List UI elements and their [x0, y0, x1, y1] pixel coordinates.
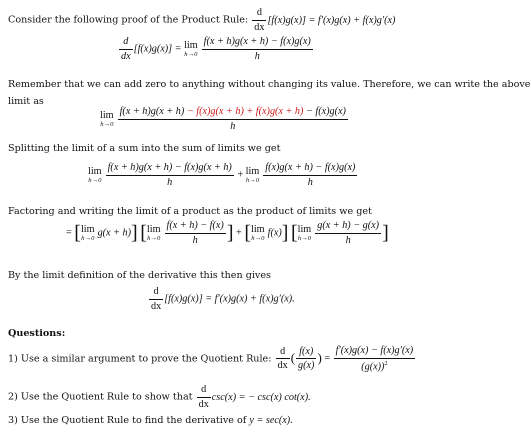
intro-text: Consider the following proof of the Product Rule:: [8, 14, 249, 26]
para-factor: Factoring and writing the limit of a product as the product of limits we get: [8, 206, 372, 217]
para-add-zero-line2: limit as: [8, 96, 44, 107]
para-add-zero-line1: Remember that we can add zero to anything without changing its value. Therefore, we can write the above: [8, 79, 531, 90]
question-1: 1) Use a similar argument to prove the Quotient Rule: $\frac{d}{dx}$ ( $\frac{f(x)}{g(x)}$ ) = $\frac{f'(x)g(x) - f(x)g'(x)}{(g(x))^2}$: [8, 345, 414, 373]
questions-heading: Questions:: [8, 328, 66, 339]
equation-step2: lim h→0 $\frac{f(x + h)g(x + h) - f(x)g(x + h) + f(x)g(x + h) - f(x)g(x)}{h}$: [100, 106, 346, 132]
added-zero-term-negative: − f(x)g(x + h): [186, 106, 244, 117]
question-3: 3) Use the Quotient Rule to find the derivative of y = sec(x).: [8, 415, 293, 426]
equation-step1: $\frac{d}{dx}$ [f(x)g(x)] = lim h→0 $\frac{f(x + h)g(x + h) - f(x)g(x)}{h}$: [121, 36, 311, 62]
equation-result: $\frac{d}{dx}$ [f(x)g(x)] = f′(x)g(x) + f(x)g′(x).: [151, 286, 295, 312]
para-derivative: By the limit definition of the derivative this then gives: [8, 270, 271, 281]
product-rule-statement: $\frac{d}{dx}$ [f(x)g(x)] = f′(x)g(x) + f(x)g′(x): [254, 7, 396, 33]
para-split: Splitting the limit of a sum into the sum of limits we get: [8, 143, 281, 154]
equation-step3: lim h→0 $\frac{f(x + h)g(x + h) - f(x)g(x + h)}{h}$ + lim h→0 $\frac{f(x)g(x + h) - f(x)g(x)}{h}$: [88, 162, 356, 188]
added-zero-term-positive: + f(x)g(x + h): [246, 106, 304, 117]
question-2: 2) Use the Quotient Rule to show that $\frac{d}{dx}$ csc(x) = − csc(x) cot(x).: [8, 384, 311, 410]
equation-step4: = [ lim h→0 g(x + h)] [ lim h→0 $\frac{f(x + h) - f(x)}{h}$ ] + [ lim h→0 f(x)] [ lim h→0 $\frac{g(x + h) - g(x)}{h}$ ]: [66, 220, 389, 246]
intro-line: [8, 7, 395, 33]
